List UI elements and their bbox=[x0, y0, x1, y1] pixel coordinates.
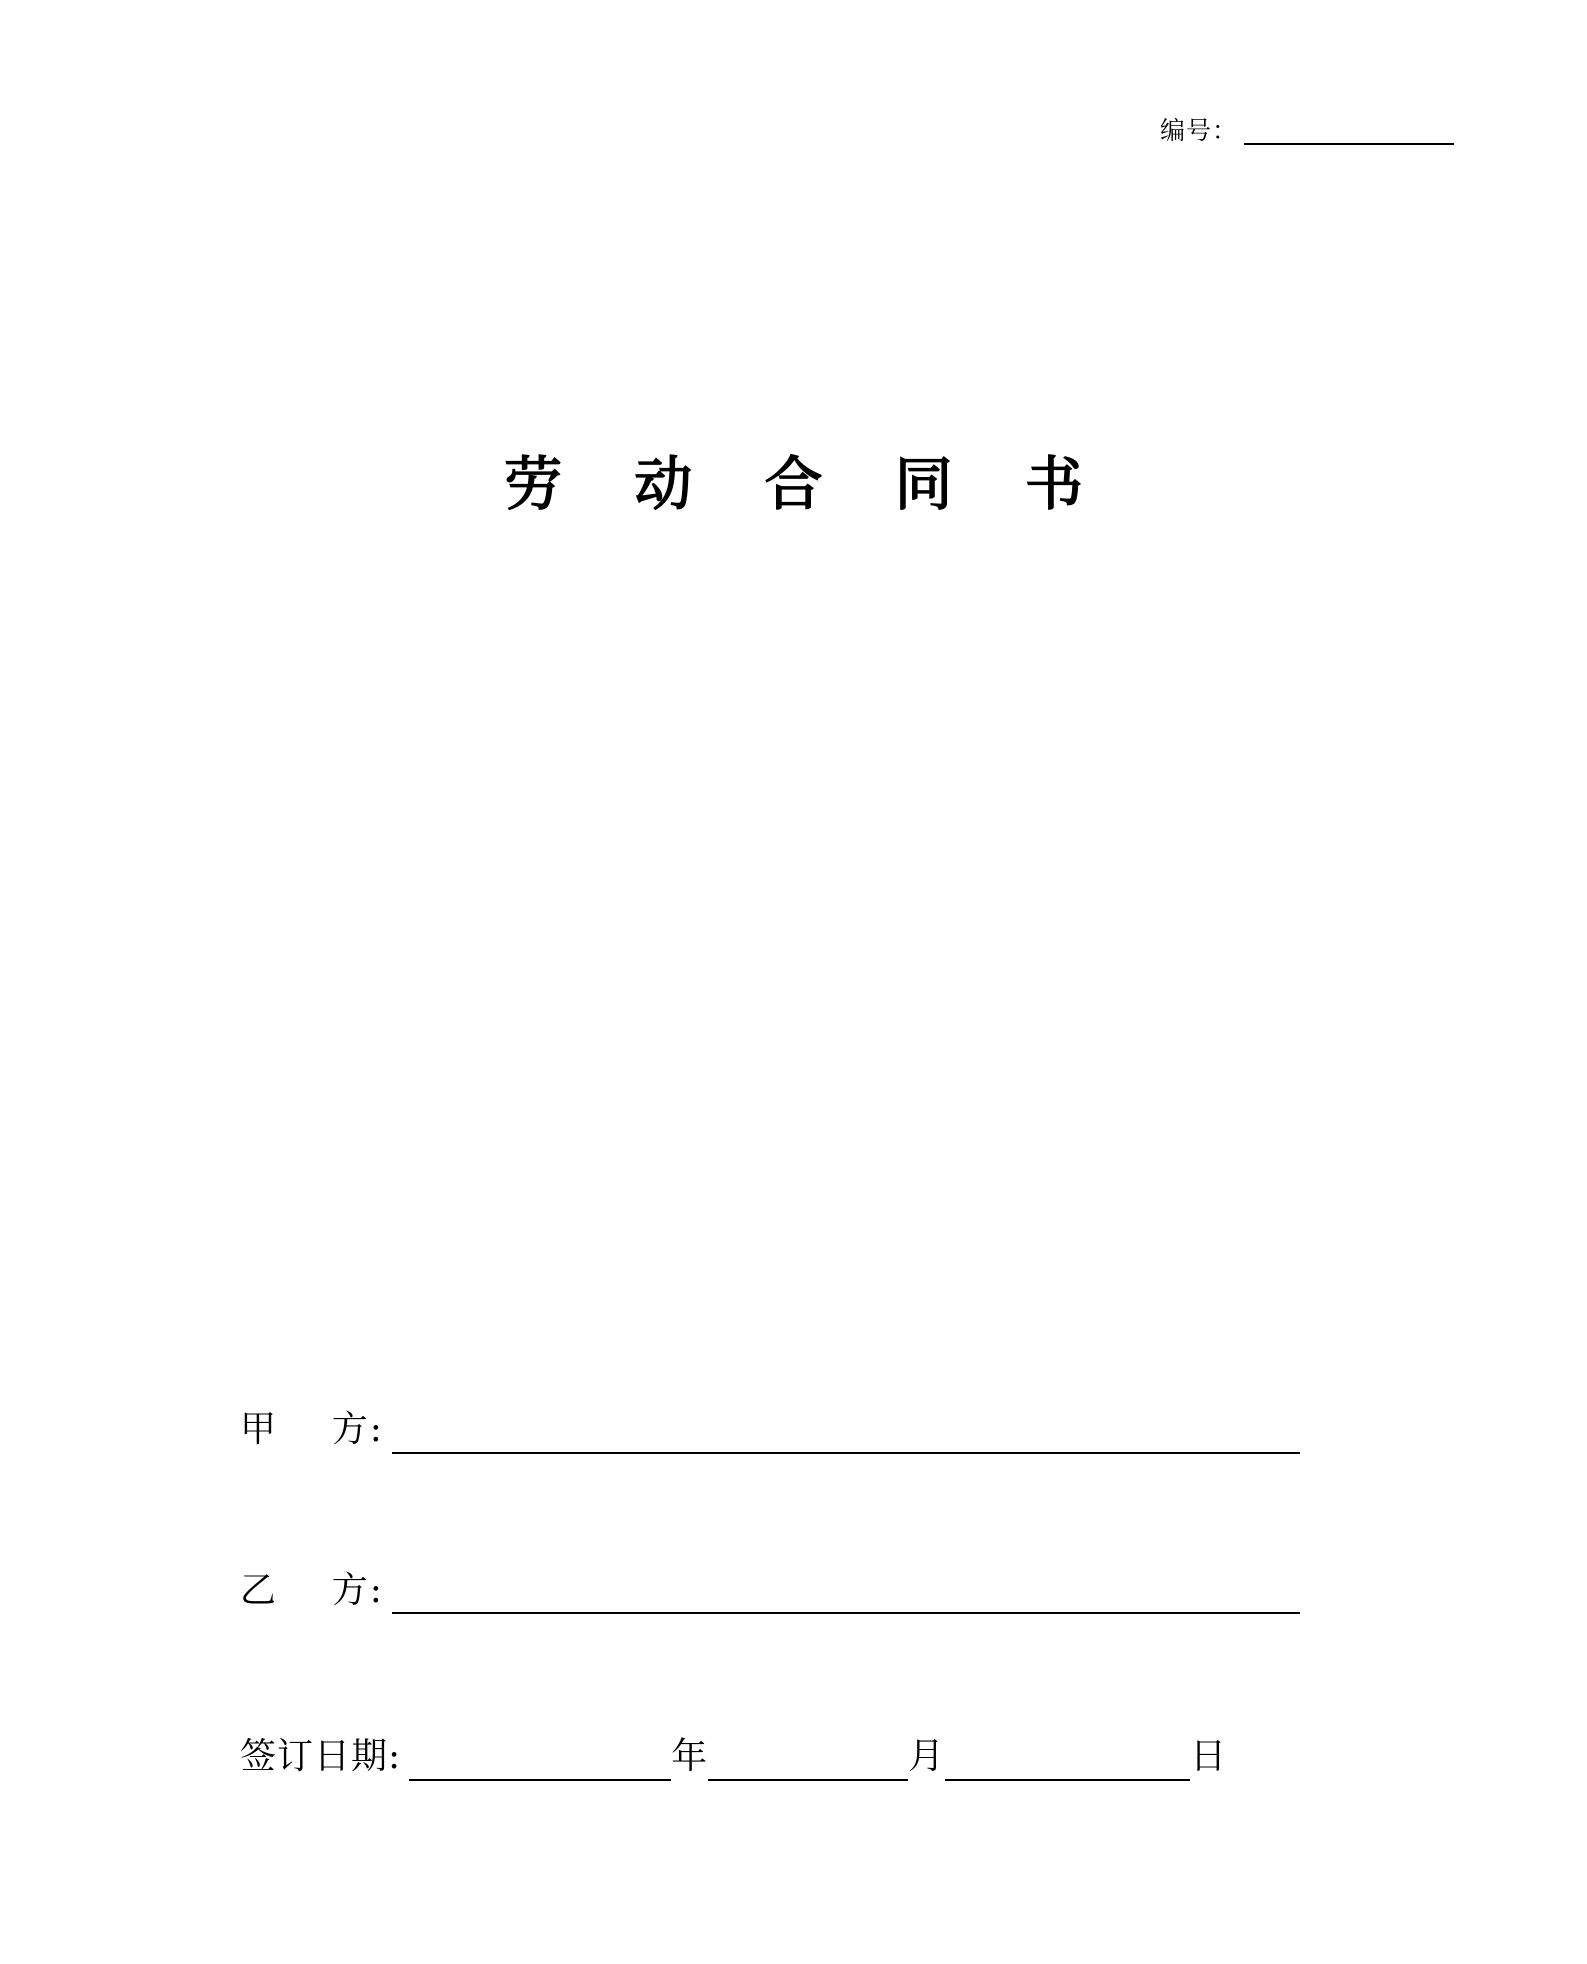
document-number-field bbox=[1160, 118, 1454, 145]
document-number-blank[interactable] bbox=[1244, 121, 1454, 145]
signing-date-month-blank[interactable] bbox=[708, 1749, 908, 1781]
party-b-blank[interactable] bbox=[392, 1582, 1300, 1614]
signing-date-day-blank[interactable] bbox=[945, 1749, 1190, 1781]
party-fields bbox=[240, 1410, 1300, 1614]
signing-date-year-blank[interactable] bbox=[409, 1749, 671, 1781]
party-b-label: 乙 方: bbox=[240, 1569, 384, 1611]
signing-date-label: 签订日期: bbox=[240, 1736, 402, 1777]
party-a-row bbox=[240, 1410, 1300, 1454]
party-a-blank[interactable] bbox=[392, 1422, 1300, 1454]
signing-date-day-unit: 日 bbox=[1190, 1736, 1228, 1777]
page-title: 劳 动 合 同 书 bbox=[504, 450, 1109, 518]
party-b-row bbox=[240, 1571, 1300, 1615]
party-a-label: 甲 方: bbox=[240, 1409, 384, 1450]
signing-date-year-unit: 年 bbox=[671, 1736, 709, 1777]
signing-date-row bbox=[240, 1737, 1300, 1781]
signing-date-month-unit: 月 bbox=[908, 1736, 946, 1777]
document-number-label: 编号： bbox=[1159, 116, 1238, 145]
